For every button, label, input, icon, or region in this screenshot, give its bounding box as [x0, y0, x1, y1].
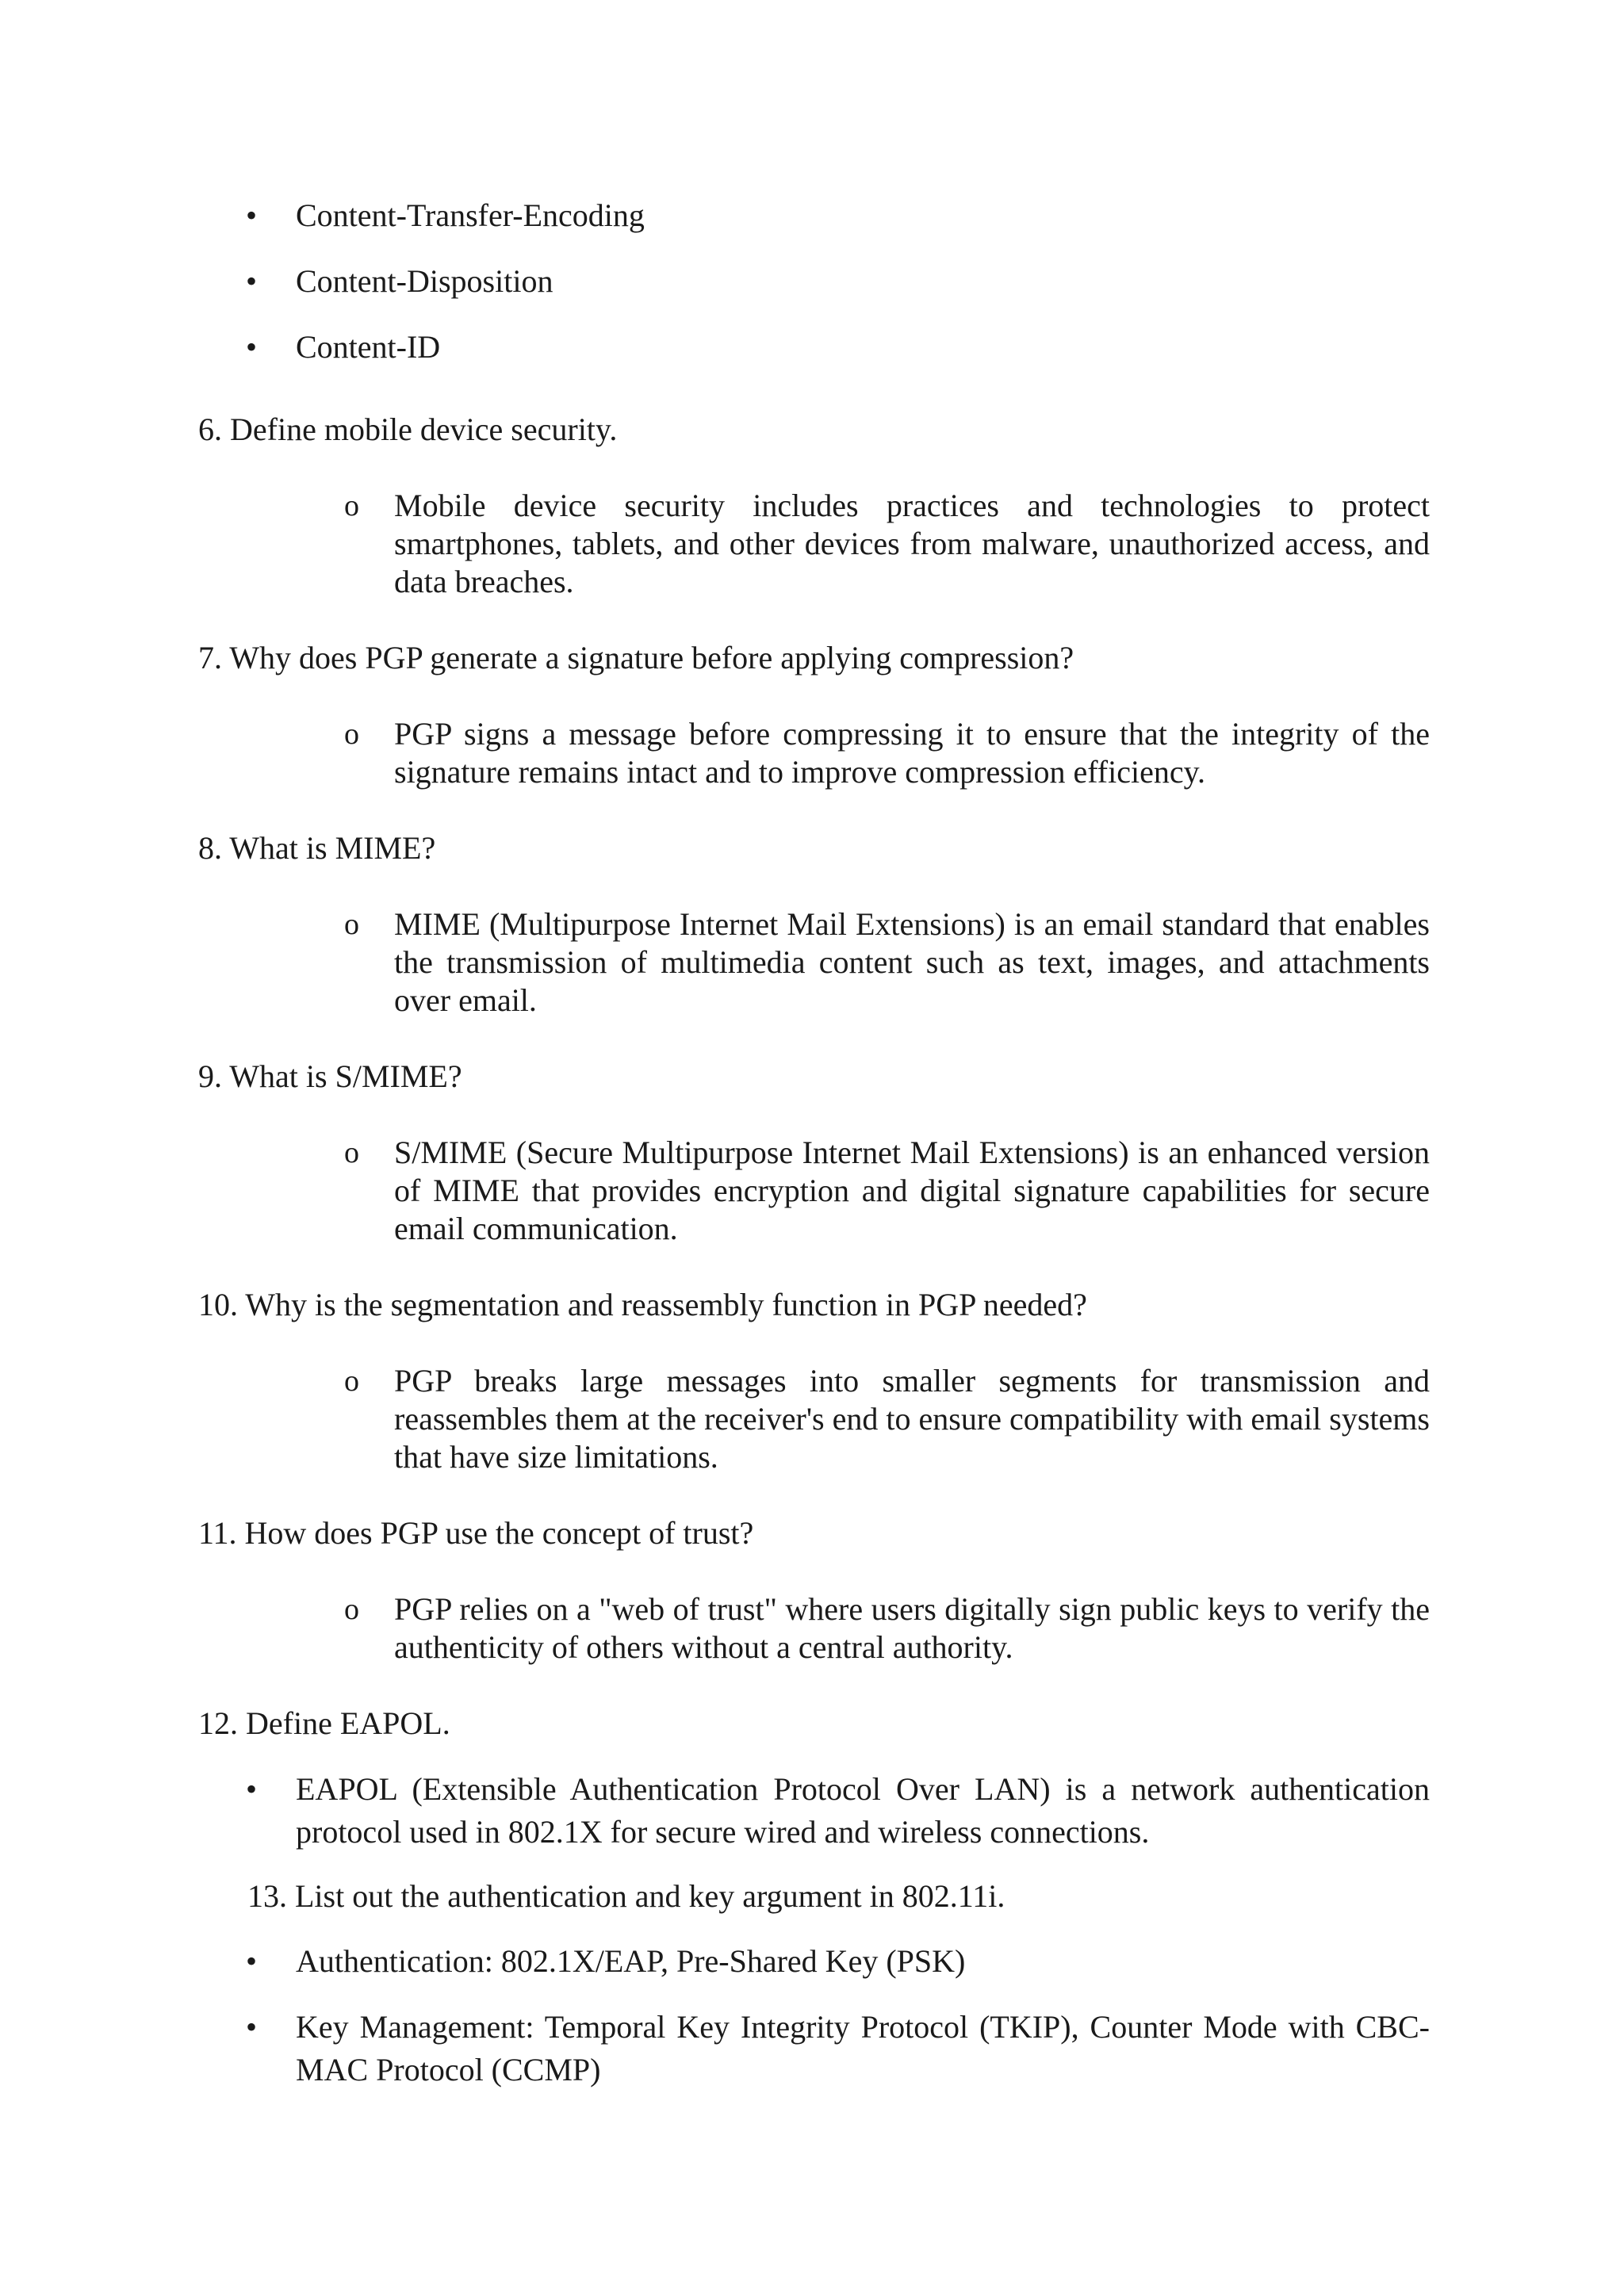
- list-item: Content-Disposition: [296, 263, 553, 299]
- question-heading: 7. Why does PGP generate a signature before applying compression?: [198, 640, 1074, 675]
- answer-marker: o: [344, 908, 359, 941]
- answer-marker: o: [344, 1136, 359, 1169]
- answer-marker: o: [344, 1593, 359, 1626]
- answer-marker: o: [344, 1364, 359, 1398]
- question-heading: 6. Define mobile device security.: [198, 411, 618, 447]
- answer-text: EAPOL (Extensible Authentication Protocol Over LAN) is a network authentication protocol used in 802.1X for secure wired and wireless connections.: [296, 1771, 1430, 1850]
- question-heading: 13. List out the authentication and key argument in 802.11i.: [247, 1878, 1005, 1914]
- answer-text: PGP breaks large messages into smaller segments for transmission and reassembles them at the receiver's end to ensure compatibility with email systems that have size limitations.: [394, 1363, 1430, 1475]
- bullet-mark: •: [246, 329, 258, 365]
- answer-text: MIME (Multipurpose Internet Mail Extensions) is an email standard that enables the transmission of multimedia content such as text, images, and attachments over email.: [394, 906, 1430, 1018]
- bullet-mark: •: [246, 263, 258, 299]
- answer-text: S/MIME (Secure Multipurpose Internet Mail Extensions) is an enhanced version of MIME that provides encryption and digital signature capabilities for secure email communication.: [394, 1135, 1430, 1246]
- list-item: Authentication: 802.1X/EAP, Pre-Shared Key (PSK): [296, 1943, 966, 1979]
- bullet-mark: •: [246, 1771, 258, 1807]
- answer-marker: o: [344, 718, 359, 751]
- answer-text: PGP signs a message before compressing it to ensure that the integrity of the signature remains intact and to improve compression efficiency.: [394, 716, 1430, 790]
- answer-text: Mobile device security includes practices and technologies to protect smartphones, tablets, and other devices from malware, unauthorized access, and data breaches.: [394, 488, 1430, 599]
- list-item: Content-ID: [296, 329, 441, 365]
- question-heading: 8. What is MIME?: [198, 830, 436, 866]
- question-heading: 12. Define EAPOL.: [198, 1705, 450, 1741]
- question-heading: 11. How does PGP use the concept of trust?: [198, 1515, 754, 1551]
- question-heading: 10. Why is the segmentation and reassembly function in PGP needed?: [198, 1287, 1087, 1322]
- bullet-mark: •: [246, 2009, 258, 2045]
- question-heading: 9. What is S/MIME?: [198, 1058, 462, 1094]
- bullet-mark: •: [246, 197, 258, 233]
- bullet-mark: •: [246, 1943, 258, 1979]
- list-item: Content-Transfer-Encoding: [296, 197, 645, 233]
- answer-text: PGP relies on a "web of trust" where users digitally sign public keys to verify the authenticity of others without a central authority.: [394, 1591, 1430, 1665]
- answer-marker: o: [344, 489, 359, 522]
- list-item: Key Management: Temporal Key Integrity Protocol (TKIP), Counter Mode with CBC-MAC Protocol (CCMP): [296, 2009, 1430, 2087]
